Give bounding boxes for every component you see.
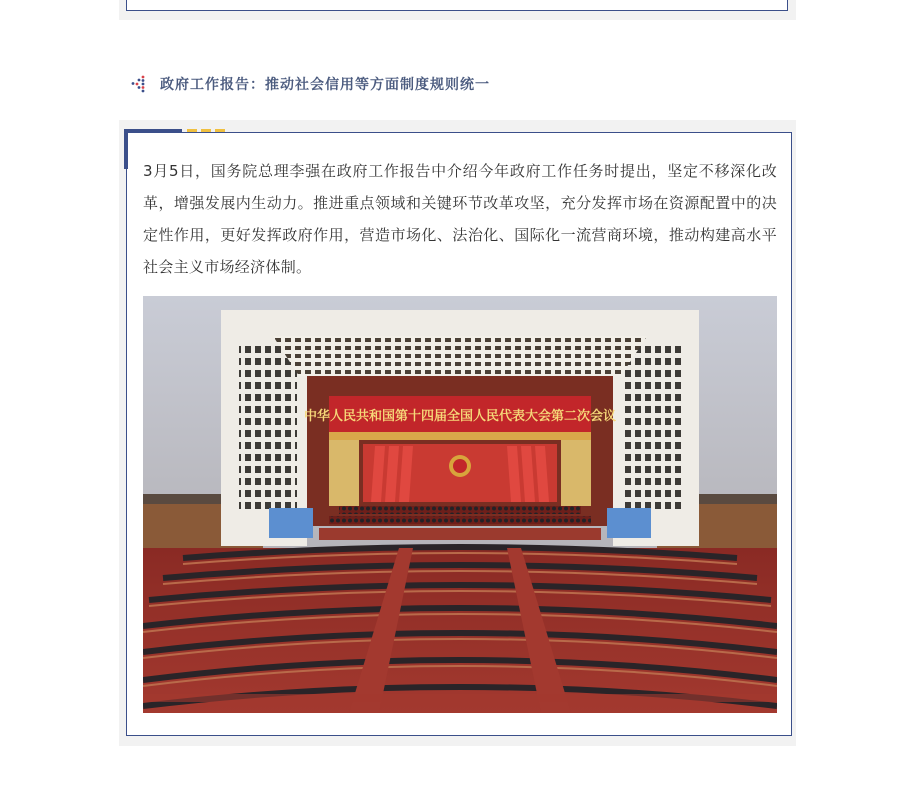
card-accent-dash [201, 129, 211, 132]
previous-card [126, 0, 788, 11]
card-accent-dash [187, 129, 197, 132]
article-paragraph: 3月5日，国务院总理李强在政府工作报告中介绍今年政府工作任务时提出，坚定不移深化改革，增强发展内生动力。推进重点领域和关键环节改革攻坚，充分发挥市场在资源配置中的决定性作用，更好发挥政府作用，营造市场化、法治化、国际化一流营商环境，推动构建高水平社会主义市场经济体制。 [143, 162, 777, 276]
card-accent-dash [215, 129, 225, 132]
stage-banner-text: 中华人民共和国第十四届全国人民代表大会第二次会议 [303, 408, 617, 423]
card-accent-bar [124, 129, 182, 133]
previous-card-frame [119, 0, 796, 20]
right-screen [607, 508, 651, 538]
article-card-frame [119, 120, 796, 746]
left-screen [269, 508, 313, 538]
article-card [126, 132, 792, 736]
dots-icon [130, 75, 148, 93]
assembly-hall-photo [143, 296, 777, 713]
section-title: 政府工作报告：推动社会信用等方面制度规则统一 [160, 77, 490, 93]
section-heading [130, 72, 490, 96]
card-accent-side [124, 129, 128, 169]
